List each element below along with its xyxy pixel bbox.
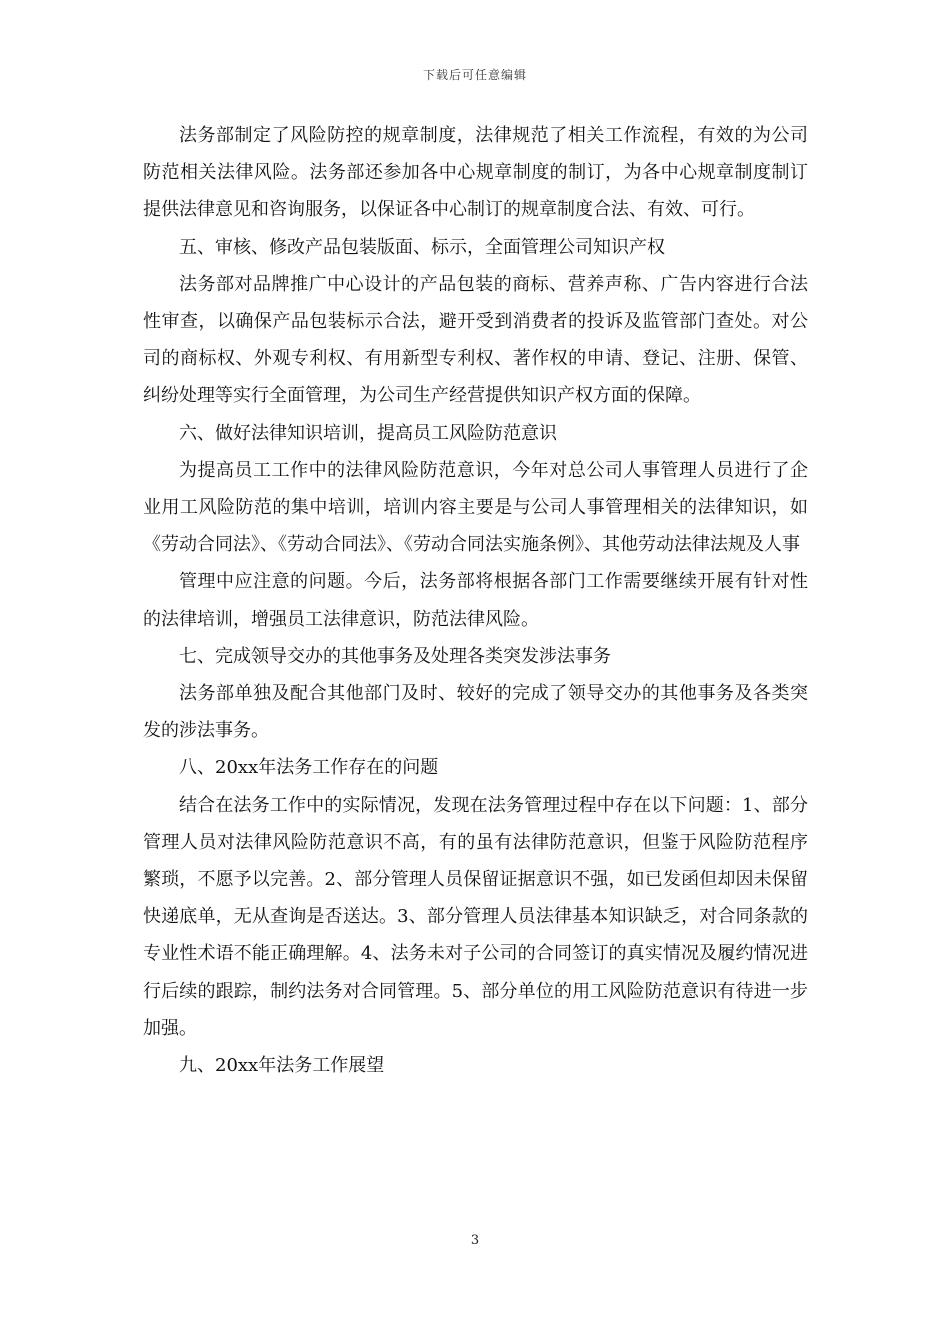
paragraph: 结合在法务工作中的实际情况，发现在法务管理过程中存在以下问题：1、部分管理人员对法律风险防范意识不高，有的虽有法律防范意识，但鉴于风险防范程序繁琐，不愿予以完善。2、部分管理人员保留证据意识不强，如已发函但却因未保留快递底单，无从查询是否送达。3、部分管理人员法律基本知识缺乏，对合同条款的专业性术语不能正确理解。4、法务未对子公司的合同签订的真实情况及履约情况进行后续的跟踪，制约法务对合同管理。5、部分单位的用工风险防范意识有待进一步加强。 <box>143 794 808 1039</box>
paragraph: 管理中应注意的问题。今后，法务部将根据各部门工作需要继续开展有针对性的法律培训，增强员工法律意识，防范法律风险。 <box>143 571 808 630</box>
paragraph: 法务部对品牌推广中心设计的产品包装的商标、营养声称、广告内容进行合法性审查，以确保产品包装标示合法，避开受到消费者的投诉及监管部门查处。对公司的商标权、外观专利权、有用新型专利权、著作权的申请、登记、注册、保管、纠纷处理等实行全面管理，为公司生产经营提供知识产权方面的保障。 <box>143 273 808 407</box>
paragraph: 法务部单独及配合其他部门及时、较好的完成了领导交办的其他事务及各类突发的涉法事务。 <box>143 683 808 742</box>
section-heading: 七、完成领导交办的其他事务及处理各类突发涉法事务 <box>179 645 611 667</box>
paragraph: 法务部制定了风险防控的规章制度，法律规范了相关工作流程，有效的为公司防范相关法律风险。法务部还参加各中心规章制度的制订，为各中心规章制度制订提供法律意见和咨询服务，以保证各中心制订的规章制度合法、有效、可行。 <box>143 125 808 221</box>
section-heading: 八、20xx年法务工作存在的问题 <box>179 757 439 779</box>
document-body <box>143 117 808 1084</box>
section-heading: 五、审核、修改产品包装版面、标示，全面管理公司知识产权 <box>179 236 665 258</box>
section-heading: 九、20xx年法务工作展望 <box>179 1055 385 1077</box>
page-header: 下载后可任意编辑 <box>422 68 527 82</box>
paragraph: 为提高员工工作中的法律风险防范意识，今年对总公司人事管理人员进行了企业用工风险防范的集中培训，培训内容主要是与公司人事管理相关的法律知识，如《劳动合同法》、《劳动合同法》、《劳动合同法实施条例》、其他劳动法律法规及人事 <box>143 459 808 556</box>
section-heading: 六、做好法律知识培训，提高员工风险防范意识 <box>179 422 557 444</box>
page-number: 3 <box>470 1233 480 1248</box>
